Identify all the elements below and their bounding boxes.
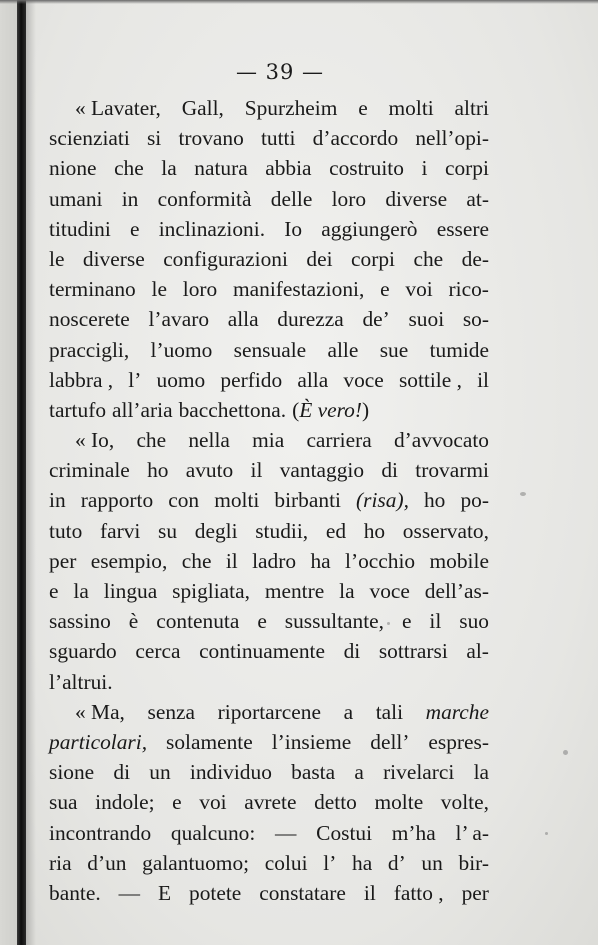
word: ha [310,548,331,573]
word: sue [379,337,409,362]
word: nella [188,428,230,453]
word: e [49,579,59,603]
word: e [130,216,140,241]
text-line [49,636,489,666]
word: ria [49,850,72,875]
word: sottrarsi [378,639,448,664]
word: il [250,458,263,483]
word: che [181,548,212,573]
word: la [161,156,177,181]
word: sassino [49,609,111,634]
word: Io [284,216,303,241]
word: per [461,880,489,905]
word: abbia [265,156,312,181]
word: voi [199,790,227,815]
word: vantaggio [279,458,365,483]
word: nione [49,156,97,181]
word: trovano [178,126,244,151]
word: l’avaro [148,307,210,332]
word: aggiungerò [321,216,418,241]
word: de’ [362,307,390,332]
word: marche [425,699,489,724]
word: so- [462,307,489,332]
word: qualcuno: [170,820,256,845]
word: corpi [351,246,395,271]
word: a [354,760,364,785]
word: costruito [329,156,404,181]
word: molte [374,790,424,815]
word: de- [461,246,489,271]
word: suoi [408,307,445,332]
word: — [275,820,297,845]
word: ho [423,488,446,513]
word: Costui [316,820,373,845]
word: l’ [128,367,142,392]
word: configurazioni [163,246,288,271]
word: detto [314,790,357,815]
word: sottile , [398,367,462,392]
word: senza [147,699,196,724]
word: per [49,548,77,573]
text-line [49,184,489,214]
word: nell’opi- [415,126,489,151]
word: bante. [49,880,101,905]
word: loro [331,186,367,211]
text-line [49,697,489,727]
text-line [49,214,489,244]
word: ) [361,397,370,422]
word: È vero! [299,397,362,422]
word: l’occhio [345,548,416,573]
word: il [477,367,489,392]
word: umani [49,186,103,211]
word: la [73,579,89,603]
word: tuto [49,518,83,543]
word: sussultante, [284,609,385,634]
word: terminano [49,277,136,302]
word: tumide [429,337,489,362]
word: tali [375,699,404,724]
word: all’aria [112,397,173,422]
word: ha [352,850,373,875]
word: le [151,277,167,302]
text-line [49,848,489,878]
word: po- [460,488,489,513]
text-line [49,93,489,123]
text-line [49,335,489,365]
word: voi [405,277,433,302]
facing-page-edge [0,0,17,945]
word: rapporto [80,488,154,513]
word: degli [194,518,238,543]
word: di [381,458,398,483]
word: potete [189,880,242,905]
text-line [49,395,489,425]
word: mia [252,428,285,453]
text-line [49,304,489,334]
word: conformità [157,186,252,211]
word: manifestazioni, [233,277,365,302]
word: espres- [428,729,489,754]
word: diverse [82,246,145,271]
word: si [146,126,162,151]
text-line [49,153,489,183]
word: che [136,428,167,453]
word: galantuomo; [142,850,250,875]
word: corpi [444,156,489,181]
word: voce [343,367,384,392]
word: dell’ [370,729,410,754]
word: labbra , [49,367,114,392]
paper-speck [520,492,526,496]
word: praccigli, [49,337,130,362]
word: il [363,880,376,905]
word: e [257,609,267,634]
word: mobile [429,548,489,573]
word: tartufo [49,397,107,422]
word: bir- [458,850,489,875]
word: incontrando [49,820,152,845]
word: scienziati [49,126,130,151]
word: titudini [49,216,111,241]
word: riportarcene [217,699,321,724]
word: d’un [87,850,127,875]
word: mentre [264,579,325,603]
text-line [49,667,489,697]
word: molti [388,96,434,120]
word: l’uomo [150,337,213,362]
word: continuamente [199,639,325,664]
body-text [49,93,489,908]
word: solamente [166,729,253,754]
word: basta [291,760,336,785]
word: — [118,880,141,905]
word: osservato, [402,518,489,543]
word: avrete [244,790,297,815]
word: in [49,488,66,513]
word: noscerete [49,307,130,332]
word: particolari, [49,729,148,754]
word: criminale [49,458,130,483]
word: d’ [387,850,406,875]
word: spigliata, [172,579,250,603]
text-line [49,757,489,787]
paper-speck [563,750,568,755]
word: altri [454,96,489,120]
word: suo [459,609,489,634]
word: l’ a- [455,820,489,845]
word: molti [214,488,260,513]
word: fatto , [393,880,444,905]
word: il [225,548,238,573]
word: le [49,246,65,271]
word: rico- [448,277,489,302]
word: alle [327,337,359,362]
word: che [413,246,444,271]
word: diverse [385,186,448,211]
word: volte, [440,790,489,815]
word: alla [227,307,259,332]
word: un [149,760,171,785]
word: m’ha [391,820,436,845]
word: è [128,609,139,634]
text-line [49,516,489,546]
word: « Io, [75,428,115,453]
word: durezza [277,307,344,332]
word: sensuale [233,337,307,362]
word: d’accordo [312,126,399,151]
word: individuo [189,760,272,785]
word: ladro [252,548,297,573]
text-line [49,244,489,274]
text-line [49,787,489,817]
word: lingua [103,579,158,603]
paper-speck [545,832,548,835]
word: colui [264,850,308,875]
word: e [401,609,412,634]
word: cerca [135,639,181,664]
word: la [473,760,489,785]
word: Gall, [181,96,224,120]
word: a [343,699,354,724]
word: di [113,760,131,785]
word: (risa), [356,488,409,513]
word: ho [363,518,386,543]
text-line [49,455,489,485]
text-line [49,818,489,848]
page-top-edge [0,0,598,4]
word: farvi [99,518,141,543]
word: bacchettona. [178,397,287,422]
word: ho [147,458,169,483]
word: e [172,790,182,815]
book-spine-gutter [17,0,26,945]
word: alla [297,367,329,392]
gutter-shadow [26,0,36,945]
text-line [49,606,489,636]
word: ed [325,518,347,543]
word: al- [466,639,489,664]
word: tutti [260,126,296,151]
word: la [339,579,355,603]
word: il [429,609,442,634]
word: delle [270,186,313,211]
text-line [49,727,489,757]
text-line [49,274,489,304]
word: E [157,880,172,905]
text-line [49,123,489,153]
paper-speck [387,622,390,625]
text-line [49,576,489,606]
word: di [343,639,361,664]
word: con [168,488,200,513]
word: sua [49,790,78,815]
word: su [158,518,178,543]
word: e [358,96,368,120]
word: trovarmi [415,458,489,483]
word: at- [466,186,489,211]
word: sione [49,760,95,785]
word: avuto [185,458,234,483]
word: un [421,850,443,875]
word: d’avvocato [393,428,489,453]
text-line [49,425,489,455]
word: voce [369,579,410,603]
word: e [380,277,390,302]
word: « Ma, [75,699,125,724]
word: carriera [306,428,372,453]
word: sguardo [49,639,117,664]
word: l’insieme [271,729,352,754]
word: dell’as- [424,579,489,603]
text-line [49,485,489,515]
word: in [121,186,139,211]
word: indole; [95,790,155,815]
text-line [49,878,489,908]
word: dei [306,246,333,271]
word: inclinazioni. [158,216,266,241]
word: contenuta [156,609,240,634]
word: rivelarci [383,760,455,785]
word: perfido [220,367,283,392]
word: constatare [259,880,346,905]
word: esempio, [90,548,168,573]
page-number: — 39 — [235,60,325,84]
word: natura [194,156,248,181]
word: Spurzheim [244,96,338,120]
word: birbanti [274,488,341,513]
word: studii, [255,518,309,543]
word: i [421,156,428,181]
word: essere [436,216,489,241]
word: loro [182,277,218,302]
word: l’ [323,850,337,875]
text-line [49,365,489,395]
word: ( [292,397,300,422]
text-line [49,546,489,576]
word: « Lavater, [75,96,161,120]
word: l’altrui. [49,669,113,694]
word: uomo [156,367,206,392]
word: che [114,156,144,181]
